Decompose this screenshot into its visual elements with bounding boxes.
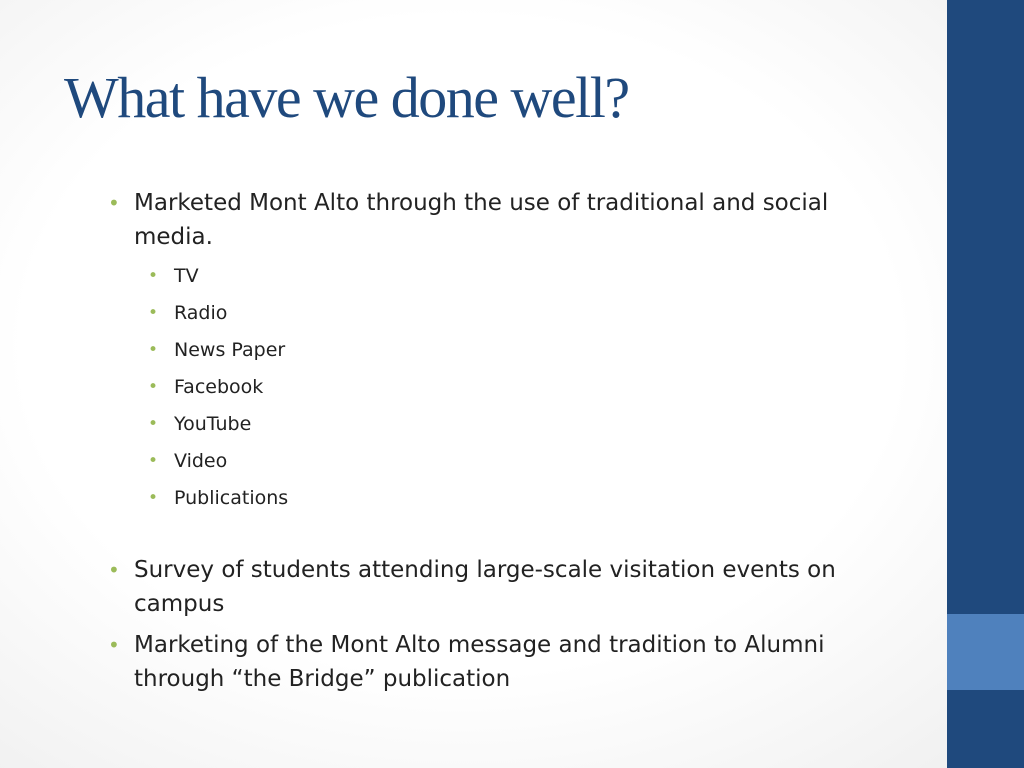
bullet-dot-icon: • bbox=[148, 303, 159, 323]
slide-content bbox=[108, 186, 898, 696]
bullet-item bbox=[108, 628, 898, 696]
bullet-text: Marketed Mont Alto through the use of traditional and social media. bbox=[134, 190, 829, 250]
side-decoration-bar bbox=[947, 0, 1024, 768]
sub-bullet-text: Facebook bbox=[174, 376, 264, 398]
sub-bullet-text: TV bbox=[174, 265, 199, 287]
bullet-dot-icon: • bbox=[148, 488, 159, 508]
slide-title: What have we done well? bbox=[64, 65, 629, 130]
bullet-text: Marketing of the Mont Alto message and tradition to Alumni through “the Bridge” publication bbox=[134, 632, 825, 692]
sub-bullet-item bbox=[148, 332, 898, 369]
sub-bullet-text: Radio bbox=[174, 302, 228, 324]
bullet-dot-icon: • bbox=[108, 558, 120, 582]
bullet-dot-icon: • bbox=[148, 377, 159, 397]
sub-bullet-item bbox=[148, 443, 898, 480]
bullet-item bbox=[108, 553, 898, 621]
bullet-text: Survey of students attending large-scale visitation events on campus bbox=[134, 557, 836, 617]
sub-bullet-item bbox=[148, 480, 898, 517]
bullet-item bbox=[108, 186, 898, 254]
bullet-dot-icon: • bbox=[148, 414, 159, 434]
sub-bullet-item bbox=[148, 258, 898, 295]
bullet-dot-icon: • bbox=[148, 340, 159, 360]
bullet-dot-icon: • bbox=[148, 266, 159, 286]
sub-bullet-text: YouTube bbox=[174, 413, 252, 435]
sub-bullet-text: Publications bbox=[174, 487, 289, 509]
bullet-dot-icon: • bbox=[108, 191, 120, 215]
sub-bullet-item bbox=[148, 406, 898, 443]
sub-bullet-item bbox=[148, 369, 898, 406]
bullet-dot-icon: • bbox=[148, 451, 159, 471]
bullet-dot-icon: • bbox=[108, 633, 120, 657]
sub-bullet-list bbox=[148, 258, 898, 517]
sub-bullet-text: News Paper bbox=[174, 339, 286, 361]
sub-bullet-item bbox=[148, 295, 898, 332]
side-bar-accent-band bbox=[947, 614, 1024, 690]
sub-bullet-text: Video bbox=[174, 450, 228, 472]
